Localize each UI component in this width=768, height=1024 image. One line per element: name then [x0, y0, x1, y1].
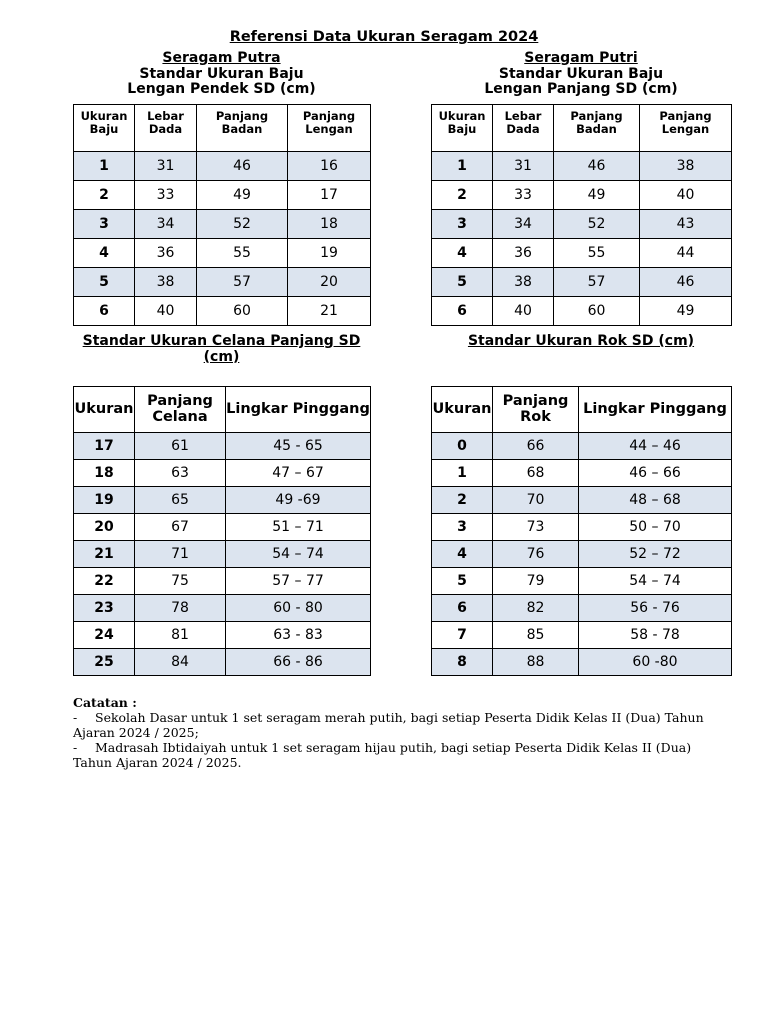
size-cell: 25	[74, 649, 135, 676]
value-cell: 76	[493, 541, 579, 568]
value-cell: 55	[554, 239, 640, 268]
value-cell: 33	[493, 181, 554, 210]
putra-size-table	[73, 104, 371, 326]
size-cell: 5	[432, 268, 493, 297]
value-cell: 54 – 74	[226, 541, 371, 568]
size-cell: 5	[74, 268, 135, 297]
value-cell: 34	[135, 210, 197, 239]
rok-heading: Standar Ukuran Rok SD (cm)	[467, 333, 695, 349]
table-row	[74, 268, 371, 297]
putri-heading-line2: Standar Ukuran Baju	[498, 65, 664, 82]
size-cell: 22	[74, 568, 135, 595]
value-cell: 36	[135, 239, 197, 268]
celana-table-body	[74, 433, 371, 676]
table-row	[432, 297, 732, 326]
value-cell: 46	[554, 152, 640, 181]
value-cell: 60	[554, 297, 640, 326]
size-cell: 6	[74, 297, 135, 326]
value-cell: 60 -80	[579, 649, 732, 676]
value-cell: 82	[493, 595, 579, 622]
value-cell: 19	[288, 239, 371, 268]
size-cell: 7	[432, 622, 493, 649]
column-header: Panjang Lengan	[640, 105, 732, 152]
table-row	[432, 514, 732, 541]
value-cell: 52	[197, 210, 288, 239]
size-cell: 3	[432, 210, 493, 239]
size-cell: 2	[432, 181, 493, 210]
putra-heading-line3: Lengan Pendek SD (cm)	[127, 81, 316, 97]
column-header: Ukuran Baju	[432, 105, 493, 152]
size-cell: 4	[432, 541, 493, 568]
table-row	[432, 487, 732, 514]
column-header: Lebar Dada	[493, 105, 554, 152]
table-row	[432, 541, 732, 568]
value-cell: 34	[493, 210, 554, 239]
size-cell: 23	[74, 595, 135, 622]
putri-size-table	[431, 104, 732, 326]
table-row	[432, 460, 732, 487]
value-cell: 58 - 78	[579, 622, 732, 649]
column-header: Ukuran Baju	[74, 105, 135, 152]
value-cell: 21	[288, 297, 371, 326]
value-cell: 67	[135, 514, 226, 541]
putri-table-body	[432, 152, 732, 326]
table-row	[432, 239, 732, 268]
column-header: Panjang Lengan	[288, 105, 371, 152]
table-row	[74, 181, 371, 210]
value-cell: 38	[493, 268, 554, 297]
value-cell: 33	[135, 181, 197, 210]
table-row	[74, 541, 371, 568]
value-cell: 46 – 66	[579, 460, 732, 487]
value-cell: 73	[493, 514, 579, 541]
size-cell: 1	[74, 152, 135, 181]
value-cell: 44	[640, 239, 732, 268]
value-cell: 36	[493, 239, 554, 268]
table-row	[74, 460, 371, 487]
value-cell: 16	[288, 152, 371, 181]
value-cell: 60	[197, 297, 288, 326]
size-cell: 2	[432, 487, 493, 514]
size-cell: 3	[432, 514, 493, 541]
value-cell: 57 – 77	[226, 568, 371, 595]
value-cell: 20	[288, 268, 371, 297]
column-header: Panjang Badan	[197, 105, 288, 152]
table-row	[74, 210, 371, 239]
value-cell: 65	[135, 487, 226, 514]
size-cell: 8	[432, 649, 493, 676]
size-cell: 24	[74, 622, 135, 649]
table-row	[432, 152, 732, 181]
value-cell: 61	[135, 433, 226, 460]
size-cell: 18	[74, 460, 135, 487]
table-row	[432, 268, 732, 297]
table-row	[74, 568, 371, 595]
value-cell: 54 – 74	[579, 568, 732, 595]
table-row	[74, 595, 371, 622]
value-cell: 55	[197, 239, 288, 268]
size-cell: 1	[432, 460, 493, 487]
value-cell: 68	[493, 460, 579, 487]
putra-table-body	[74, 152, 371, 326]
size-cell: 2	[74, 181, 135, 210]
value-cell: 60 - 80	[226, 595, 371, 622]
value-cell: 44 – 46	[579, 433, 732, 460]
value-cell: 85	[493, 622, 579, 649]
value-cell: 84	[135, 649, 226, 676]
note-text: Sekolah Dasar untuk 1 set seragam merah putih, bagi setiap Peserta Didik Kelas II (Dua) Tahun Ajaran 2024 / 2025;	[73, 710, 704, 740]
rok-size-table	[431, 386, 732, 676]
size-cell: 6	[432, 297, 493, 326]
putri-heading-line3: Lengan Panjang SD (cm)	[484, 81, 678, 97]
value-cell: 52	[554, 210, 640, 239]
value-cell: 49	[554, 181, 640, 210]
value-cell: 63	[135, 460, 226, 487]
table-row	[432, 649, 732, 676]
value-cell: 45 - 65	[226, 433, 371, 460]
value-cell: 66	[493, 433, 579, 460]
column-header: Lingkar Pinggang	[579, 387, 732, 433]
document-title: Referensi Data Ukuran Seragam 2024	[229, 29, 539, 45]
size-cell: 1	[432, 152, 493, 181]
size-cell: 0	[432, 433, 493, 460]
value-cell: 40	[493, 297, 554, 326]
value-cell: 57	[554, 268, 640, 297]
value-cell: 81	[135, 622, 226, 649]
value-cell: 56 - 76	[579, 595, 732, 622]
table-row	[74, 239, 371, 268]
value-cell: 75	[135, 568, 226, 595]
size-cell: 19	[74, 487, 135, 514]
value-cell: 63 - 83	[226, 622, 371, 649]
table-row	[74, 487, 371, 514]
value-cell: 46	[197, 152, 288, 181]
column-header: Ukuran	[432, 387, 493, 433]
value-cell: 51 – 71	[226, 514, 371, 541]
value-cell: 66 - 86	[226, 649, 371, 676]
size-cell: 6	[432, 595, 493, 622]
table-row	[432, 181, 732, 210]
table-row	[74, 622, 371, 649]
table-row	[432, 595, 732, 622]
column-header: Panjang Rok	[493, 387, 579, 433]
putra-heading	[73, 51, 370, 98]
table-row	[432, 210, 732, 239]
column-header: Panjang Badan	[554, 105, 640, 152]
table-row	[432, 568, 732, 595]
note-item: - Sekolah Dasar untuk 1 set seragam merah putih, bagi setiap Peserta Didik Kelas II (Dua) Tahun Ajaran 2024 / 2025;	[73, 710, 704, 740]
column-header: Lebar Dada	[135, 105, 197, 152]
size-cell: 20	[74, 514, 135, 541]
value-cell: 71	[135, 541, 226, 568]
value-cell: 18	[288, 210, 371, 239]
value-cell: 43	[640, 210, 732, 239]
value-cell: 49 -69	[226, 487, 371, 514]
value-cell: 40	[640, 181, 732, 210]
column-header: Panjang Celana	[135, 387, 226, 433]
notes-section	[73, 695, 733, 770]
size-cell: 4	[74, 239, 135, 268]
value-cell: 31	[493, 152, 554, 181]
value-cell: 52 – 72	[579, 541, 732, 568]
value-cell: 57	[197, 268, 288, 297]
putri-heading	[431, 51, 731, 98]
putra-heading-line2: Standar Ukuran Baju	[139, 65, 304, 82]
value-cell: 48 – 68	[579, 487, 732, 514]
size-cell: 5	[432, 568, 493, 595]
table-row	[74, 152, 371, 181]
value-cell: 49	[197, 181, 288, 210]
note-text: Madrasah Ibtidaiyah untuk 1 set seragam hijau putih, bagi setiap Peserta Didik Kelas II (Dua) Tahun Ajaran 2024 / 2025.	[73, 740, 692, 770]
rok-table-body	[432, 433, 732, 676]
size-cell: 21	[74, 541, 135, 568]
value-cell: 88	[493, 649, 579, 676]
celana-size-table	[73, 386, 371, 676]
value-cell: 31	[135, 152, 197, 181]
value-cell: 49	[640, 297, 732, 326]
celana-heading: Standar Ukuran Celana Panjang SD (cm)	[82, 333, 361, 365]
value-cell: 46	[640, 268, 732, 297]
value-cell: 79	[493, 568, 579, 595]
size-cell: 3	[74, 210, 135, 239]
size-cell: 17	[74, 433, 135, 460]
putri-heading-title: Seragam Putri	[524, 50, 638, 66]
table-row	[74, 433, 371, 460]
table-row	[432, 433, 732, 460]
value-cell: 38	[640, 152, 732, 181]
table-row	[432, 622, 732, 649]
column-header: Ukuran	[74, 387, 135, 433]
value-cell: 78	[135, 595, 226, 622]
table-row	[74, 514, 371, 541]
notes-label: Catatan :	[73, 695, 137, 710]
column-header: Lingkar Pinggang	[226, 387, 371, 433]
value-cell: 50 – 70	[579, 514, 732, 541]
size-cell: 4	[432, 239, 493, 268]
value-cell: 47 – 67	[226, 460, 371, 487]
table-row	[74, 297, 371, 326]
value-cell: 40	[135, 297, 197, 326]
table-row	[74, 649, 371, 676]
value-cell: 70	[493, 487, 579, 514]
value-cell: 38	[135, 268, 197, 297]
putra-heading-title: Seragam Putra	[162, 50, 281, 66]
note-item: - Madrasah Ibtidaiyah untuk 1 set seragam hijau putih, bagi setiap Peserta Didik Kelas II (Dua) Tahun Ajaran 2024 / 2025.	[73, 740, 692, 770]
value-cell: 17	[288, 181, 371, 210]
